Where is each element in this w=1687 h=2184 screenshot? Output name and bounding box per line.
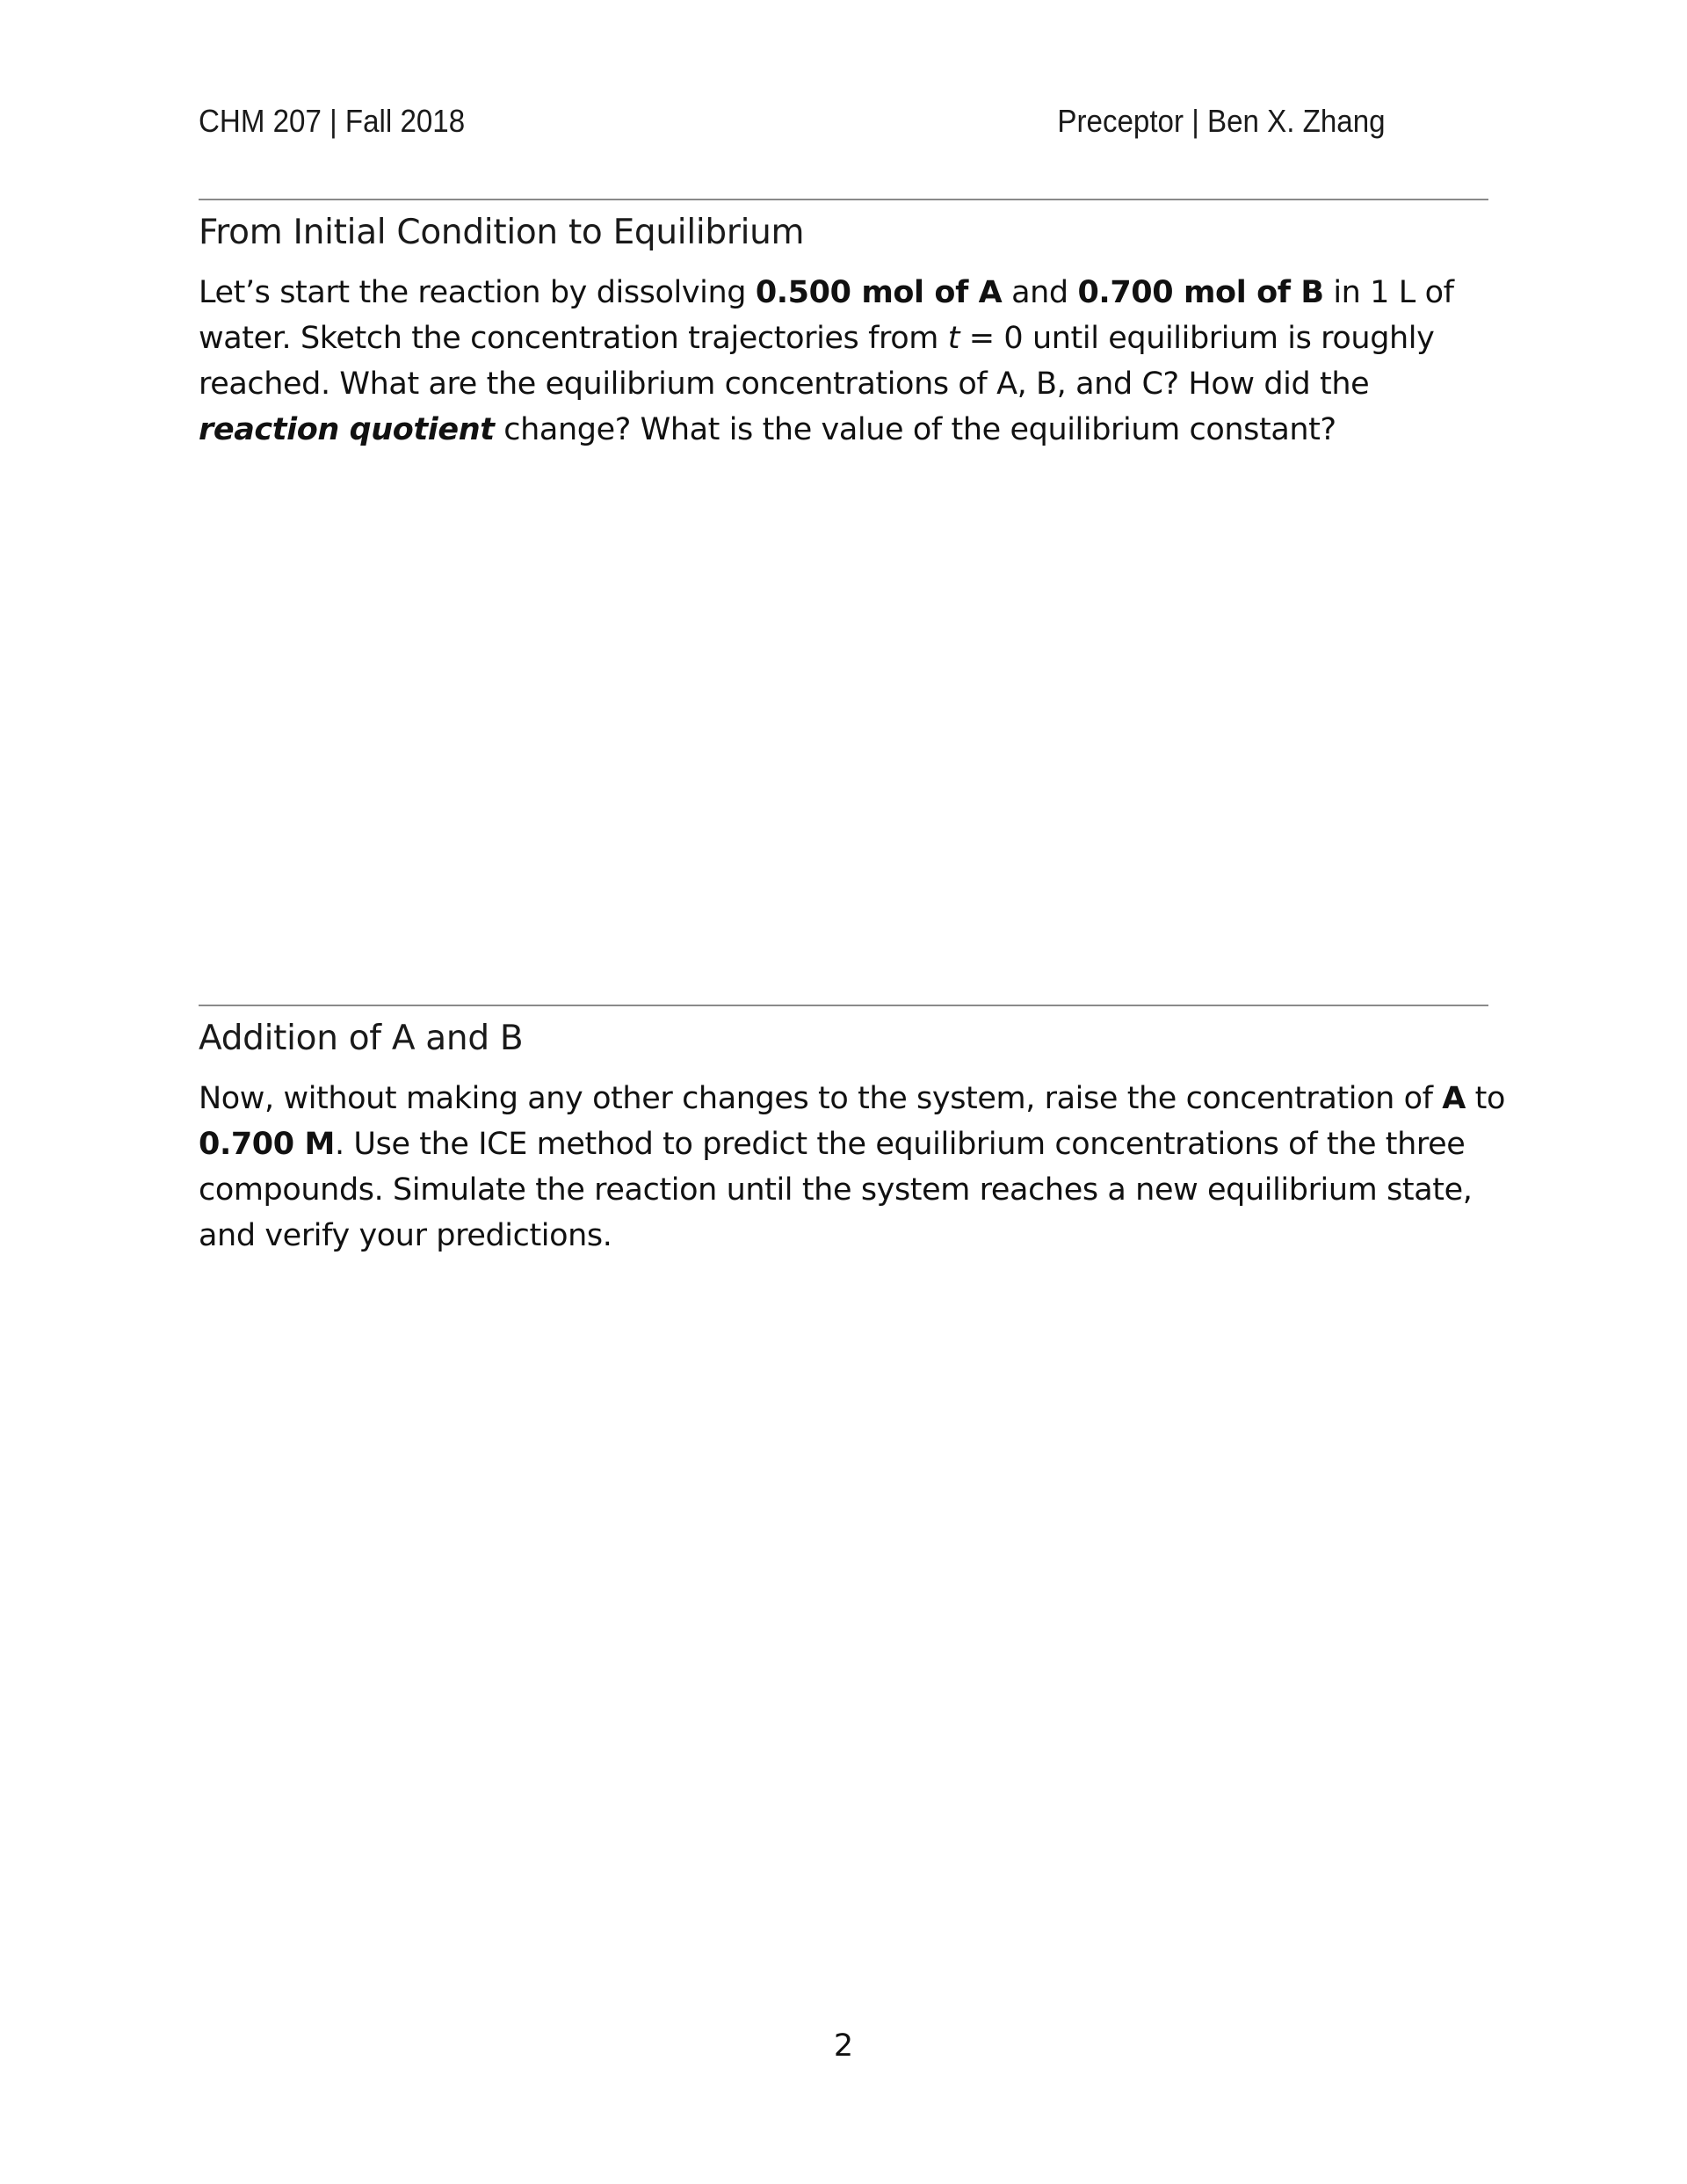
preceptor-label: Preceptor | Ben X. Zhang — [1057, 103, 1386, 139]
bold-text-concentration: 0.700 M — [199, 1127, 335, 1162]
text-run: Let’s start the reaction by dissolving — [199, 275, 756, 310]
italic-term-reaction-quotient: reaction quotient — [199, 412, 495, 447]
text-run: in 1 L of water. Sketch the concentration trajectories from — [199, 275, 1454, 356]
course-label: CHM 207 | Fall 2018 — [199, 103, 466, 139]
italic-variable-t: t — [947, 321, 960, 356]
section-initial-to-equilibrium — [199, 207, 1508, 453]
bold-text-amount-a: 0.500 mol of A — [755, 275, 1003, 310]
section-title: Addition of A and B — [199, 1019, 524, 1058]
text-run: . Use the ICE method to predict the equilibrium concentrations of the three compounds. Simulate the reaction until the system reaches a new equilibrium state, and verify your predictions. — [199, 1127, 1473, 1253]
text-run: Now, without making any other changes to the system, raise the concentration of — [199, 1081, 1443, 1116]
page-number: 2 — [833, 2028, 854, 2064]
bold-text-amount-b: 0.700 mol of B — [1077, 275, 1324, 310]
text-run: to — [1465, 1081, 1506, 1116]
section-title: From Initial Condition to Equilibrium — [199, 213, 805, 252]
text-run: and — [1002, 275, 1078, 310]
text-run: change? What is the value of the equilibrium constant? — [494, 412, 1336, 447]
section-addition-a-b — [199, 1012, 1508, 1259]
section-divider-1 — [199, 199, 1488, 200]
page-header — [199, 95, 1386, 148]
section-paragraph — [199, 1076, 1508, 1259]
bold-text-compound-a: A — [1442, 1081, 1466, 1116]
section-divider-2 — [199, 1005, 1488, 1006]
section-paragraph — [199, 270, 1508, 453]
text-run: = 0 until equilibrium is roughly reached. What are the equilibrium concentrations of A, B, and C? How did the — [199, 321, 1435, 402]
